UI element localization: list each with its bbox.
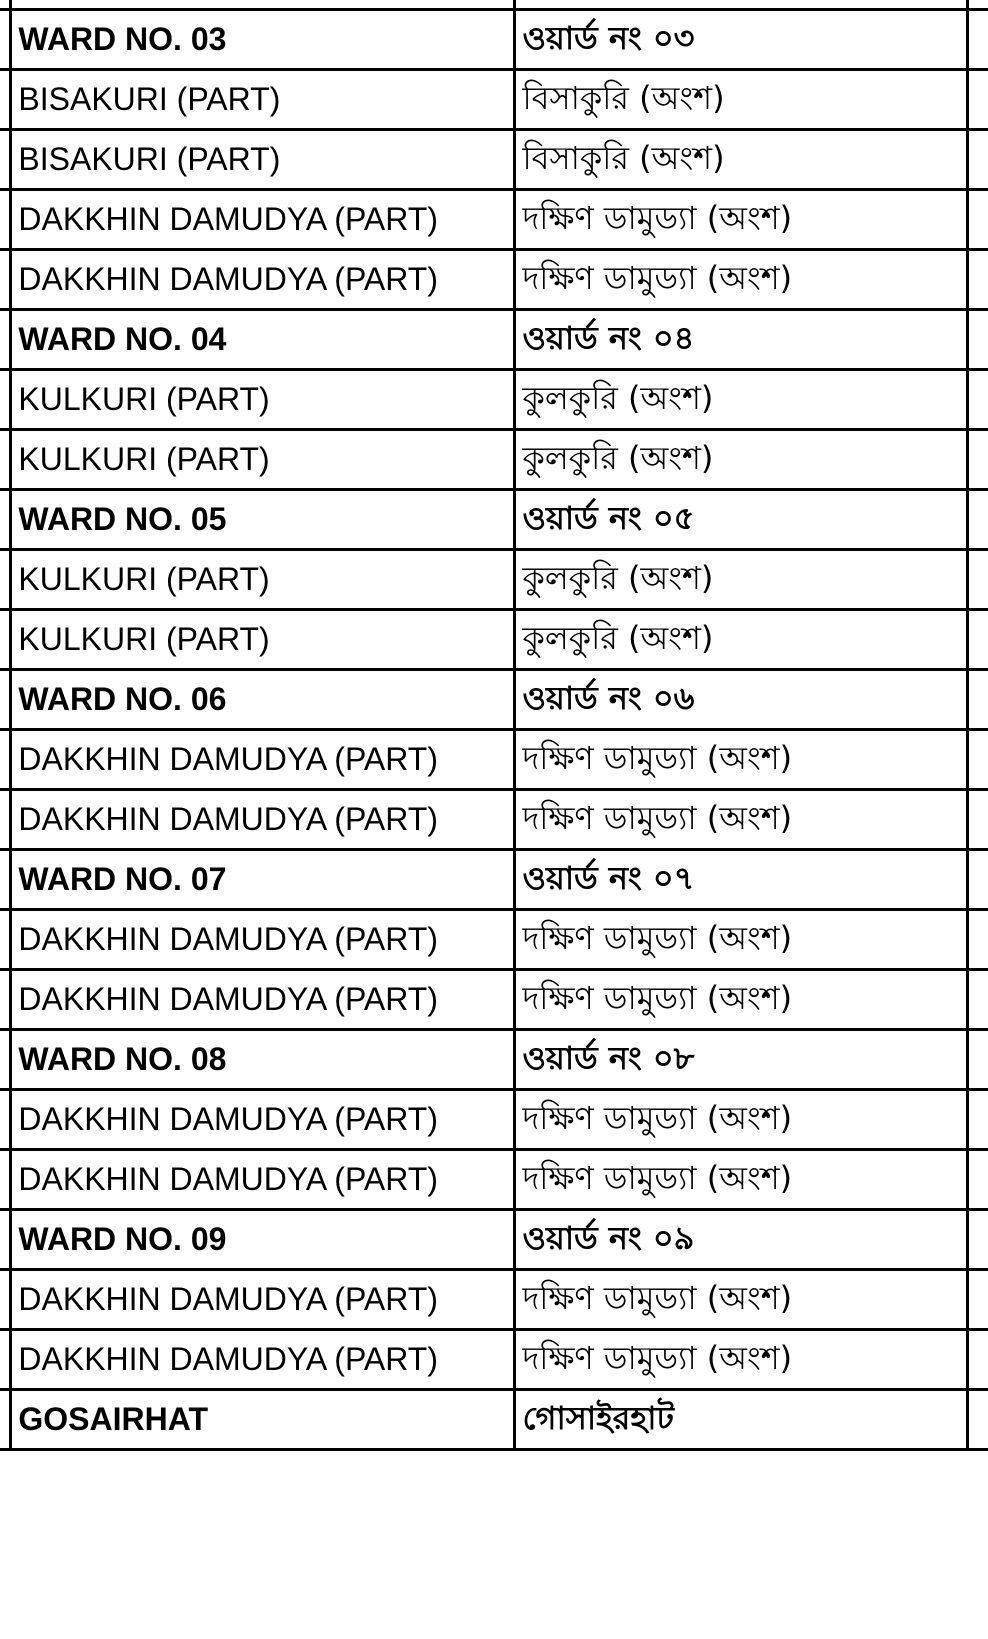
english-name-cell: GOSAIRHAT [11, 1390, 515, 1450]
bengali-name-cell: গোসাইরহাট [515, 1390, 968, 1450]
english-name-cell: WARD NO. 08 [11, 1030, 515, 1090]
right-margin-cell [968, 850, 988, 910]
ward-header-row [0, 310, 988, 370]
english-name-cell: DAKKHIN DAMUDYA (PART) [11, 190, 515, 250]
table-row [0, 70, 988, 130]
english-name-cell: WARD NO. 04 [11, 310, 515, 370]
right-margin-cell [968, 490, 988, 550]
left-margin-cell [0, 730, 11, 790]
bengali-name-cell: দক্ষিণ ডামুড্যা (অংশ) [515, 970, 968, 1030]
english-name-cell: DAKKHIN DAMUDYA (PART) [11, 910, 515, 970]
right-margin-cell [968, 190, 988, 250]
english-name-cell: DAKKHIN DAMUDYA (PART) [11, 250, 515, 310]
table-row [0, 970, 988, 1030]
left-margin-cell [0, 490, 11, 550]
bengali-name-cell [515, 0, 968, 10]
right-margin-cell [968, 550, 988, 610]
ward-header-row [0, 1210, 988, 1270]
table-row [0, 790, 988, 850]
right-margin-cell [968, 70, 988, 130]
right-margin-cell [968, 1090, 988, 1150]
left-margin-cell [0, 1390, 11, 1450]
left-margin-cell [0, 1330, 11, 1390]
table-row [0, 1150, 988, 1210]
right-margin-cell [968, 1390, 988, 1450]
bengali-name-cell: কুলকুরি (অংশ) [515, 610, 968, 670]
english-name-cell: KULKURI (PART) [11, 430, 515, 490]
table-row [0, 730, 988, 790]
right-margin-cell [968, 1330, 988, 1390]
ward-header-row [0, 1030, 988, 1090]
left-margin-cell [0, 190, 11, 250]
left-margin-cell [0, 10, 11, 70]
right-margin-cell [968, 970, 988, 1030]
english-name-cell: WARD NO. 03 [11, 10, 515, 70]
english-name-cell: DAKKHIN DAMUDYA (PART) [11, 1330, 515, 1390]
right-margin-cell [968, 130, 988, 190]
right-margin-cell [968, 610, 988, 670]
bengali-name-cell: দক্ষিণ ডামুড্যা (অংশ) [515, 1150, 968, 1210]
english-name-cell: WARD NO. 06 [11, 670, 515, 730]
bengali-name-cell: বিসাকুরি (অংশ) [515, 70, 968, 130]
english-name-cell: DAKKHIN DAMUDYA (PART) [11, 790, 515, 850]
bengali-name-cell: দক্ষিণ ডামুড্যা (অংশ) [515, 190, 968, 250]
english-name-cell: DAKKHIN DAMUDYA (PART) [11, 970, 515, 1030]
english-name-cell: KULKURI (PART) [11, 370, 515, 430]
left-margin-cell [0, 130, 11, 190]
english-name-cell: DAKKHIN DAMUDYA (PART) [11, 1150, 515, 1210]
right-margin-cell [968, 910, 988, 970]
bengali-name-cell: ওয়ার্ড নং ০৯ [515, 1210, 968, 1270]
bengali-name-cell: ওয়ার্ড নং ০৪ [515, 310, 968, 370]
right-margin-cell [968, 1270, 988, 1330]
left-margin-cell [0, 970, 11, 1030]
english-name-cell: KULKURI (PART) [11, 610, 515, 670]
bengali-name-cell: দক্ষিণ ডামুড্যা (অংশ) [515, 1090, 968, 1150]
english-name-cell: DAKKHIN DAMUDYA (PART) [11, 1090, 515, 1150]
table-row [0, 1330, 988, 1390]
english-name-cell [11, 0, 515, 10]
english-name-cell: BISAKURI (PART) [11, 130, 515, 190]
left-margin-cell [0, 310, 11, 370]
bengali-name-cell: ওয়ার্ড নং ০৮ [515, 1030, 968, 1090]
bengali-name-cell: দক্ষিণ ডামুড্যা (অংশ) [515, 910, 968, 970]
bengali-name-cell: দক্ষিণ ডামুড্যা (অংশ) [515, 790, 968, 850]
right-margin-cell [968, 1210, 988, 1270]
left-margin-cell [0, 1150, 11, 1210]
left-margin-cell [0, 250, 11, 310]
english-name-cell: WARD NO. 09 [11, 1210, 515, 1270]
left-margin-cell [0, 850, 11, 910]
english-name-cell: KULKURI (PART) [11, 550, 515, 610]
left-margin-cell [0, 550, 11, 610]
bengali-name-cell: ওয়ার্ড নং ০৭ [515, 850, 968, 910]
left-margin-cell [0, 370, 11, 430]
total-row [0, 1390, 988, 1450]
table-row [0, 550, 988, 610]
ward-header-row [0, 670, 988, 730]
bengali-name-cell: কুলকুরি (অংশ) [515, 550, 968, 610]
bengali-name-cell: দক্ষিণ ডামুড্যা (অংশ) [515, 730, 968, 790]
right-margin-cell [968, 1030, 988, 1090]
left-margin-cell [0, 790, 11, 850]
bengali-name-cell: কুলকুরি (অংশ) [515, 370, 968, 430]
bengali-name-cell: দক্ষিণ ডামুড্যা (অংশ) [515, 250, 968, 310]
right-margin-cell [968, 1150, 988, 1210]
right-margin-cell [968, 430, 988, 490]
english-name-cell: WARD NO. 05 [11, 490, 515, 550]
left-margin-cell [0, 430, 11, 490]
right-margin-cell [968, 370, 988, 430]
ward-header-row [0, 490, 988, 550]
left-margin-cell [0, 670, 11, 730]
table-row [0, 130, 988, 190]
table-row [0, 430, 988, 490]
english-name-cell: DAKKHIN DAMUDYA (PART) [11, 1270, 515, 1330]
left-margin-cell [0, 910, 11, 970]
left-margin-cell [0, 1210, 11, 1270]
left-margin-cell [0, 1090, 11, 1150]
right-margin-cell [968, 670, 988, 730]
ward-header-row [0, 850, 988, 910]
english-name-cell: WARD NO. 07 [11, 850, 515, 910]
cut-off-top-row [0, 0, 988, 10]
table-row [0, 370, 988, 430]
right-margin-cell [968, 250, 988, 310]
right-margin-cell [968, 10, 988, 70]
table-row [0, 610, 988, 670]
bengali-name-cell: ওয়ার্ড নং ০৫ [515, 490, 968, 550]
left-margin-cell [0, 0, 11, 10]
bengali-name-cell: বিসাকুরি (অংশ) [515, 130, 968, 190]
right-margin-cell [968, 310, 988, 370]
table-row [0, 1090, 988, 1150]
ward-header-row [0, 10, 988, 70]
right-margin-cell [968, 730, 988, 790]
english-name-cell: BISAKURI (PART) [11, 70, 515, 130]
table-row [0, 250, 988, 310]
left-margin-cell [0, 70, 11, 130]
right-margin-cell [968, 790, 988, 850]
bengali-name-cell: ওয়ার্ড নং ০৬ [515, 670, 968, 730]
bengali-name-cell: দক্ষিণ ডামুড্যা (অংশ) [515, 1270, 968, 1330]
bengali-name-cell: ওয়ার্ড নং ০৩ [515, 10, 968, 70]
right-margin-cell [968, 0, 988, 10]
left-margin-cell [0, 1270, 11, 1330]
left-margin-cell [0, 610, 11, 670]
table-row [0, 190, 988, 250]
table-row [0, 910, 988, 970]
table-row [0, 1270, 988, 1330]
bengali-name-cell: দক্ষিণ ডামুড্যা (অংশ) [515, 1330, 968, 1390]
bengali-name-cell: কুলকুরি (অংশ) [515, 430, 968, 490]
english-name-cell: DAKKHIN DAMUDYA (PART) [11, 730, 515, 790]
left-margin-cell [0, 1030, 11, 1090]
